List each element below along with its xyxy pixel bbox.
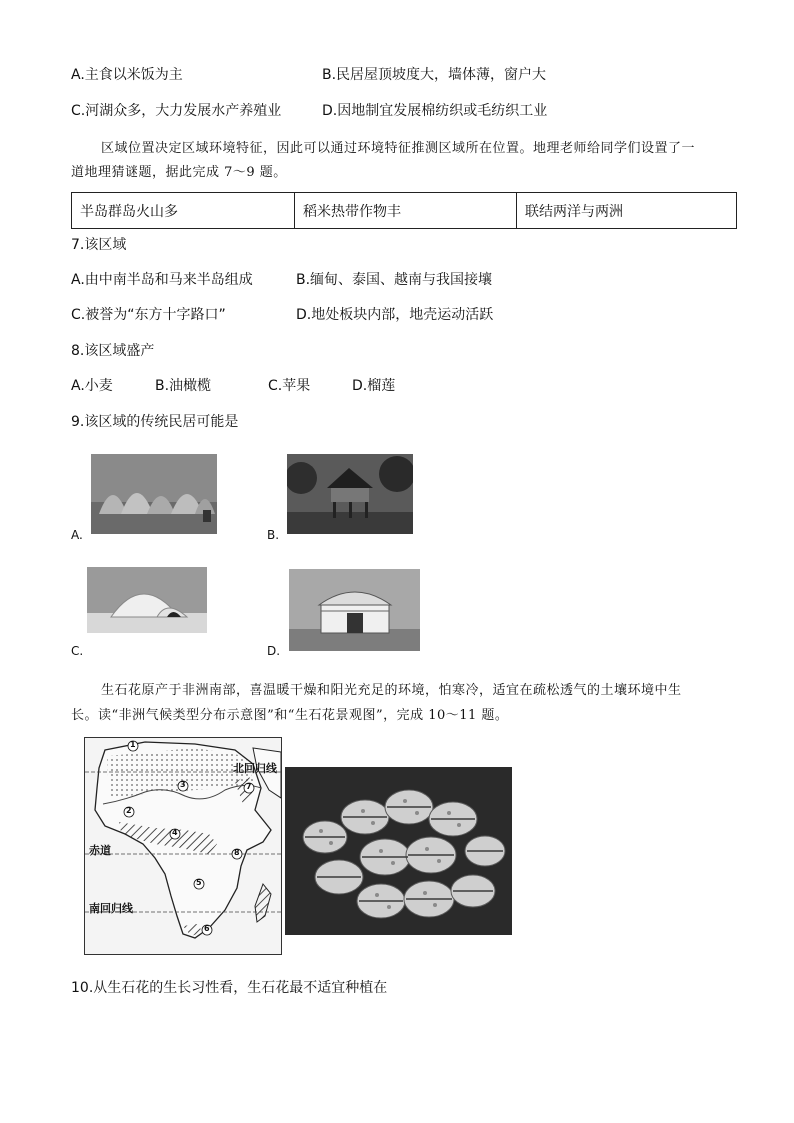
zone-marker-4: 4 — [172, 828, 178, 837]
africa-climate-map — [84, 737, 282, 955]
clue-table — [71, 192, 737, 229]
zone-marker-3: 3 — [180, 780, 186, 789]
clue-cell-2: 稻米热带作物丰 — [295, 193, 517, 229]
q6-option-c: C.河湖众多，大力发展水产养殖业 — [71, 103, 282, 119]
q6-option-d: D.因地制宜发展棉纺织或毛纺织工业 — [322, 103, 548, 119]
zone-marker-8: 8 — [234, 848, 240, 857]
q9-option-a-label: A. — [71, 528, 83, 542]
q8-option-c: C.苹果 — [268, 378, 311, 394]
q7-stem: 7.该区域 — [71, 237, 127, 253]
q9-option-c-label: C. — [71, 644, 84, 658]
zone-marker-2: 2 — [126, 806, 132, 815]
q8-option-d: D.榴莲 — [352, 378, 396, 394]
intro-paragraph-1-line-2: 道地理猜谜题，据此完成 7～9 题。 — [71, 165, 287, 180]
q6-option-b: B.民居屋顶坡度大，墙体薄，窗户大 — [322, 67, 547, 83]
intro-paragraph-2-line-1: 生石花原产于非洲南部，喜温暖干燥和阳光充足的环境，怕寒冷，适宜在疏松透气的土壤环境中生 — [101, 683, 682, 698]
dwelling-photo-d-yurt — [289, 569, 420, 651]
label-equator: 赤道 — [89, 844, 111, 857]
q7-option-c: C.被誉为“东方十字路口” — [71, 307, 226, 323]
q10-stem: 10.从生石花的生长习性看，生石花最不适宜种植在 — [71, 980, 388, 996]
dwelling-photo-a-beehive-huts — [91, 454, 217, 534]
clue-cell-1: 半岛群岛火山多 — [72, 193, 295, 229]
q8-option-a: A.小麦 — [71, 378, 113, 394]
zone-marker-7: 7 — [246, 782, 252, 791]
q9-option-b-label: B. — [267, 528, 280, 542]
zone-marker-6: 6 — [204, 924, 210, 933]
zone-marker-5: 5 — [196, 878, 202, 887]
zone-marker-1: 1 — [130, 740, 136, 749]
q7-option-d: D.地处板块内部，地壳运动活跃 — [296, 307, 494, 323]
label-tropic-of-cancer: 北回归线 — [233, 762, 277, 775]
q7-option-a: A.由中南半岛和马来半岛组成 — [71, 272, 253, 288]
clue-cell-3: 联结两洋与两洲 — [517, 193, 737, 229]
label-tropic-of-capricorn: 南回归线 — [89, 902, 133, 915]
q9-stem: 9.该区域的传统民居可能是 — [71, 414, 239, 430]
q7-option-b: B.缅甸、泰国、越南与我国接壤 — [296, 272, 493, 288]
q6-option-a: A.主食以米饭为主 — [71, 67, 183, 83]
dwelling-photo-b-stilt-house — [287, 454, 413, 534]
intro-paragraph-2-line-2: 长。读“非洲气候类型分布示意图”和“生石花景观图”，完成 10～11 题。 — [71, 708, 509, 723]
lithops-photo — [285, 767, 512, 935]
q8-stem: 8.该区域盛产 — [71, 343, 155, 359]
intro-paragraph-1-line-1: 区域位置决定区域环境特征，因此可以通过环境特征推测区域所在位置。地理老师给同学们设置了一 — [101, 141, 696, 156]
q8-option-b: B.油橄榄 — [155, 378, 212, 394]
dwelling-photo-c-igloo — [87, 567, 207, 633]
q9-option-d-label: D. — [267, 644, 281, 658]
